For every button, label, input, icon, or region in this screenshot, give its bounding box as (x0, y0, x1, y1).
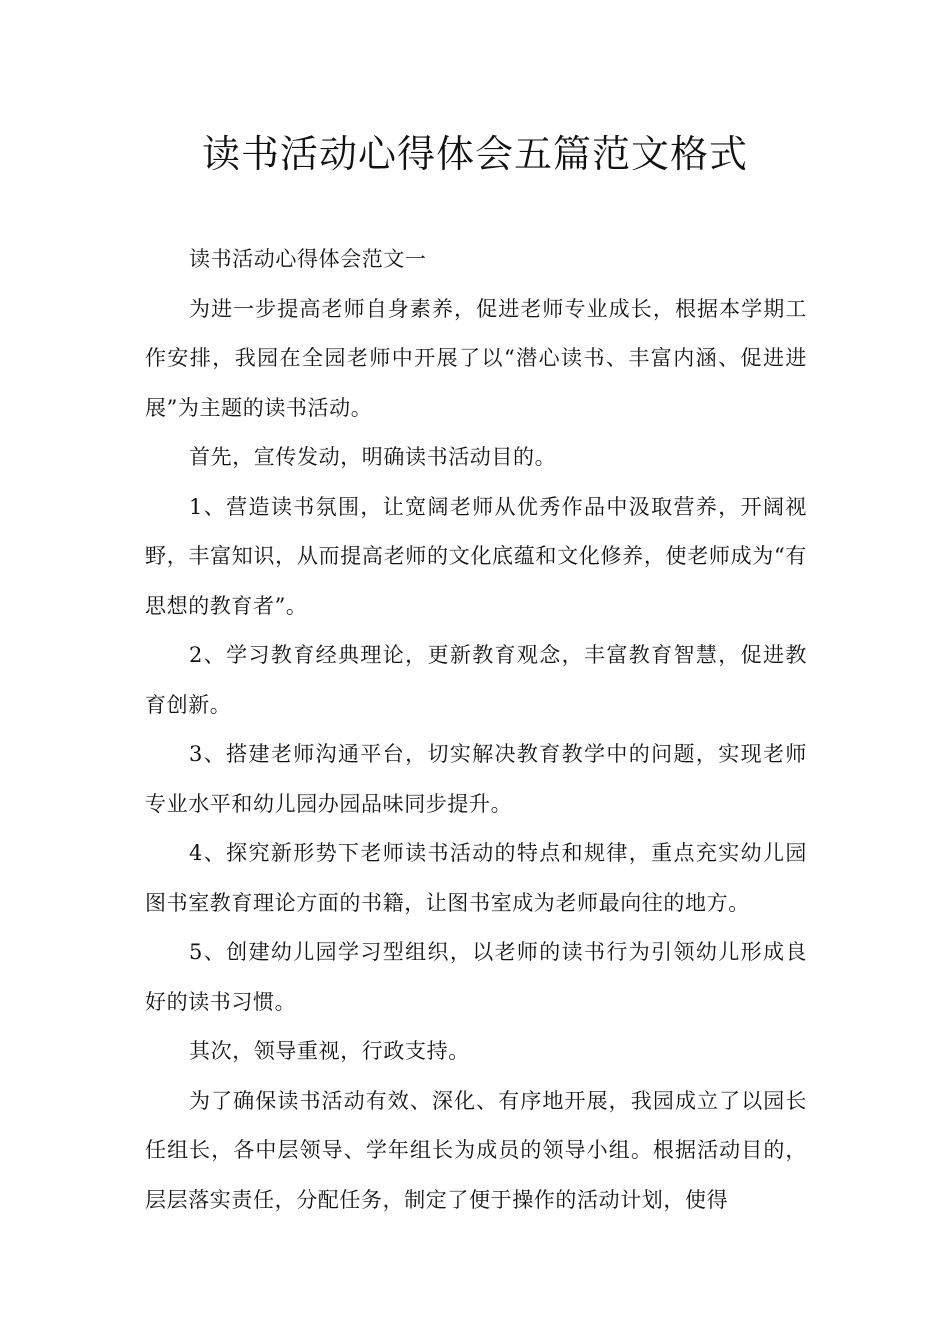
list-item: 4、探究新形势下老师读书活动的特点和规律，重点充实幼儿园图书室教育理论方面的书籍，让图书室成为老师最向往的地方。 (145, 841, 807, 915)
document-title: 读书活动心得体会五篇范文格式 (201, 132, 748, 176)
paragraph: 为了确保读书活动有效、深化、有序地开展，我园成立了以园长任组长，各中层领导、学年组长为成员的领导小组。根据活动目的，层层落实责任，分配任务，制定了便于操作的活动计划，使得 (145, 1088, 807, 1212)
paragraph: 为进一步提高老师自身素养，促进老师专业成长，根据本学期工作安排，我园在全园老师中开展了以“潜心读书、丰富内涵、促进进展”为主题的读书活动。 (145, 296, 807, 420)
document-body (145, 235, 807, 1225)
list-item: 1、营造读书氛围，让宽阔老师从优秀作品中汲取营养，开阔视野，丰富知识，从而提高老师的文化底蕴和文化修养，使老师成为“有思想的教育者”。 (145, 494, 807, 618)
list-item: 3、搭建老师沟通平台，切实解决教育教学中的问题，实现老师专业水平和幼儿园办园品味同步提升。 (145, 742, 807, 816)
section-heading: 读书活动心得体会范文一 (189, 247, 427, 271)
paragraph: 首先，宣传发动，明确读书活动目的。 (189, 445, 557, 469)
list-item: 2、学习教育经典理论，更新教育观念，丰富教育智慧，促进教育创新。 (145, 643, 807, 717)
paragraph: 其次，领导重视，行政支持。 (189, 1039, 470, 1063)
list-item: 5、创建幼儿园学习型组织，以老师的读书行为引领幼儿形成良好的读书习惯。 (145, 940, 807, 1014)
